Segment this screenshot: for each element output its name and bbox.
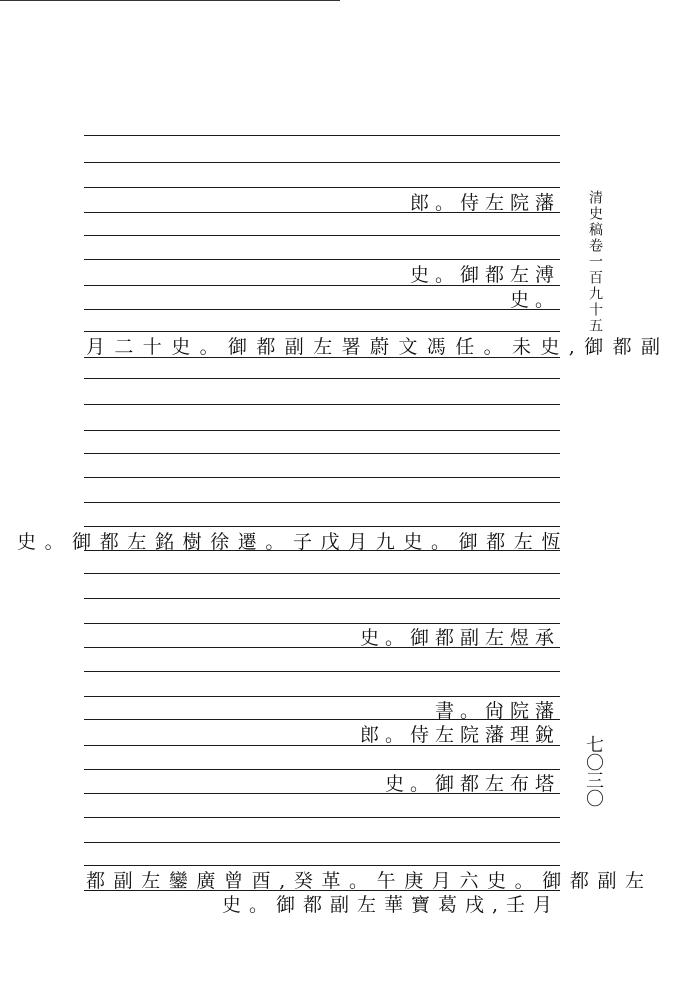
table-row: 史。御都副左煜承 — [359, 626, 560, 649]
table-row: 郎。侍左院藩理銳 — [359, 723, 560, 746]
table-row: 史。御都副左華寶葛戌,壬月 — [221, 893, 560, 916]
page-number: 七〇三〇 — [583, 735, 604, 807]
table-row: 書。尙院藩 — [434, 699, 560, 722]
table-row-text: 都副左鑾廣曾酉,癸革。午庚月六史。御都副左 — [86, 869, 653, 892]
top-edge-line — [0, 0, 340, 1]
volume-title: 清史稿卷一百九十五 — [587, 190, 603, 334]
table-row: 史。御都左溥 — [409, 263, 560, 286]
table-row: 史。御都左布塔 — [384, 772, 560, 795]
table-row-full — [86, 866, 653, 892]
table-row: 史。御都左銘樹徐遷。子戊月九史。御都左恆 — [16, 530, 569, 553]
table-row-full — [86, 332, 670, 358]
table-row: 郎。侍左院藩 — [409, 191, 560, 214]
table-row-text: 月二十史。御都副左署蔚文馮任。未史,御都副 — [86, 335, 670, 358]
table-row: 史。 — [509, 288, 560, 311]
